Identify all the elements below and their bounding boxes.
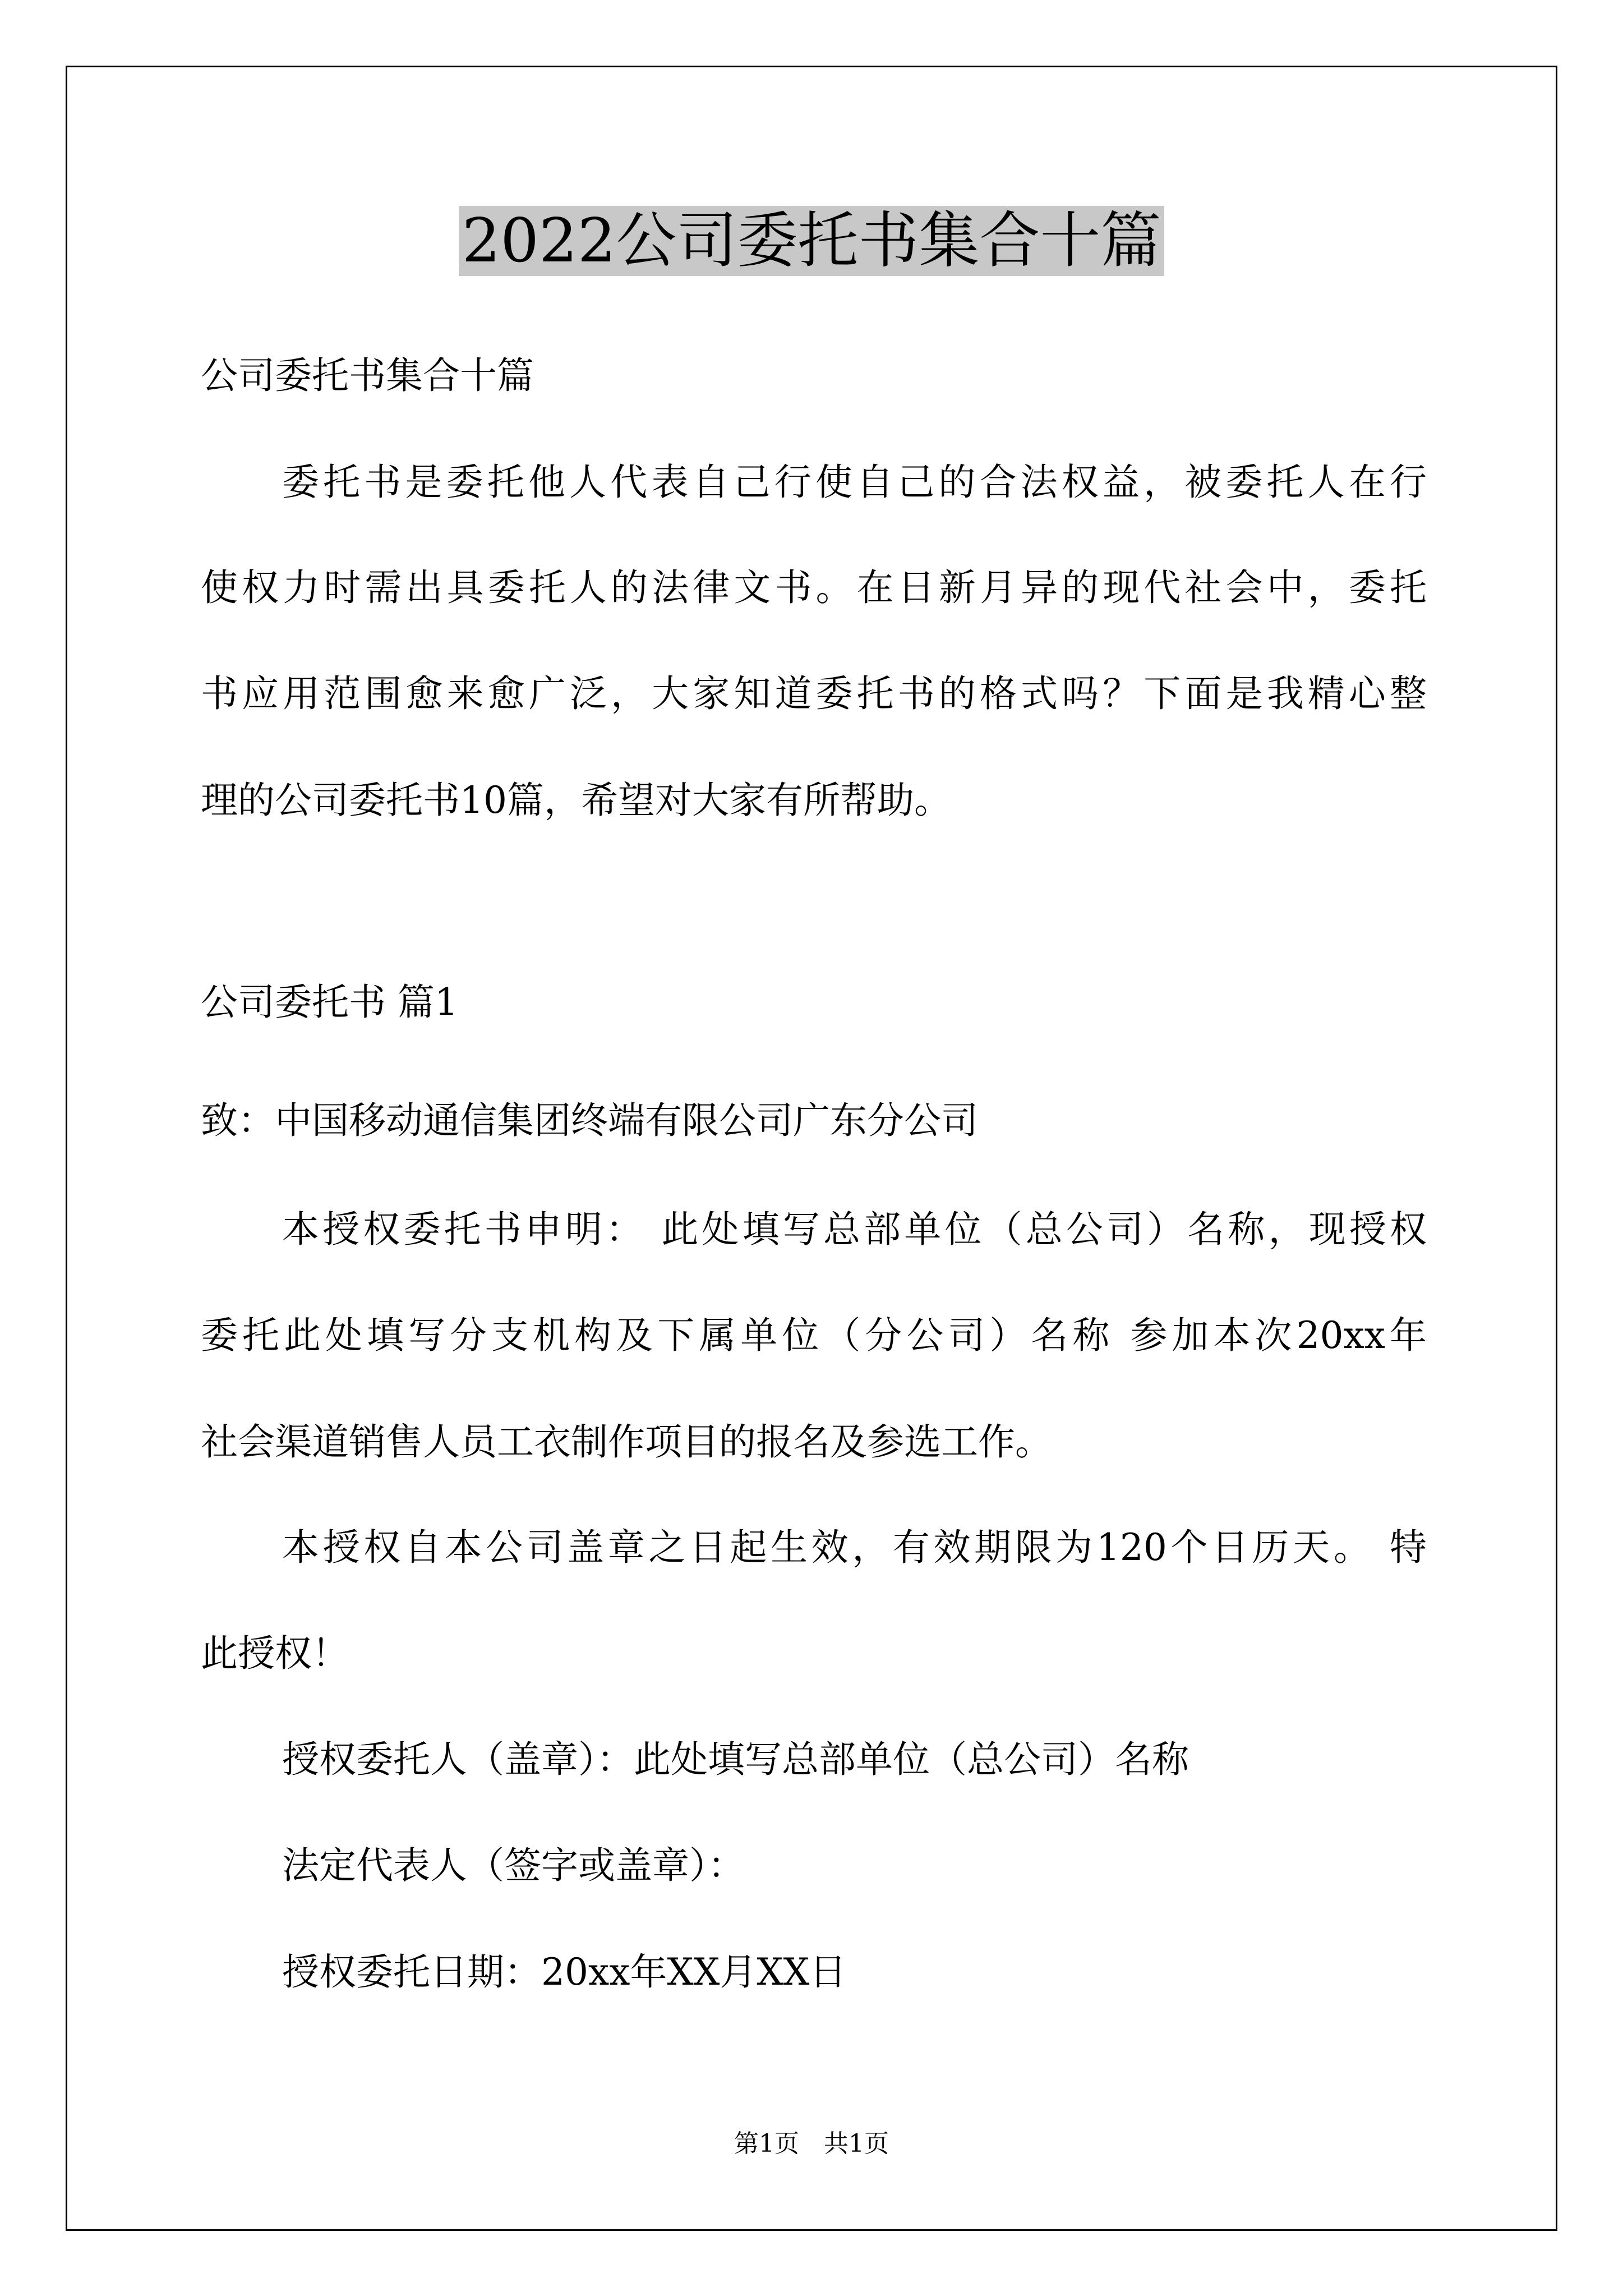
para1-line-1: 本授权委托书申明： 此处填写总部单位（总公司）名称，现授权 bbox=[282, 1208, 1427, 1251]
signature-date: 授权委托日期：20xx年XX月XX日 bbox=[282, 1950, 847, 1994]
section-heading: 公司委托书 篇1 bbox=[201, 981, 458, 1024]
intro-line-4: 理的公司委托书10篇，希望对大家有所帮助。 bbox=[201, 779, 951, 822]
intro-line-2: 使权力时需出具委托人的法律文书。在日新月异的现代社会中，委托 bbox=[201, 566, 1427, 609]
addressee: 致：中国移动通信集团终端有限公司广东分公司 bbox=[201, 1099, 978, 1142]
para1-line-3: 社会渠道销售人员工衣制作项目的报名及参选工作。 bbox=[201, 1420, 1052, 1464]
document-subtitle: 公司委托书集合十篇 bbox=[201, 354, 534, 397]
intro-line-3: 书应用范围愈来愈广泛，大家知道委托书的格式吗？下面是我精心整 bbox=[201, 672, 1427, 715]
para2-line-1: 本授权自本公司盖章之日起生效，有效期限为120个日历天。 特 bbox=[282, 1526, 1427, 1569]
intro-line-1: 委托书是委托他人代表自己行使自己的合法权益，被委托人在行 bbox=[282, 461, 1427, 504]
page-footer: 第1页 共1页 bbox=[734, 2129, 889, 2158]
para2-line-2: 此授权！ bbox=[201, 1632, 349, 1675]
document-title: 2022公司委托书集合十篇 bbox=[0, 199, 1623, 283]
signature-delegator: 授权委托人（盖章）：此处填写总部单位（总公司）名称 bbox=[282, 1738, 1189, 1781]
para1-line-2: 委托此处填写分支机构及下属单位（分公司）名称 参加本次20xx年 bbox=[201, 1314, 1427, 1357]
signature-legal-rep: 法定代表人（签字或盖章）： bbox=[282, 1844, 745, 1887]
